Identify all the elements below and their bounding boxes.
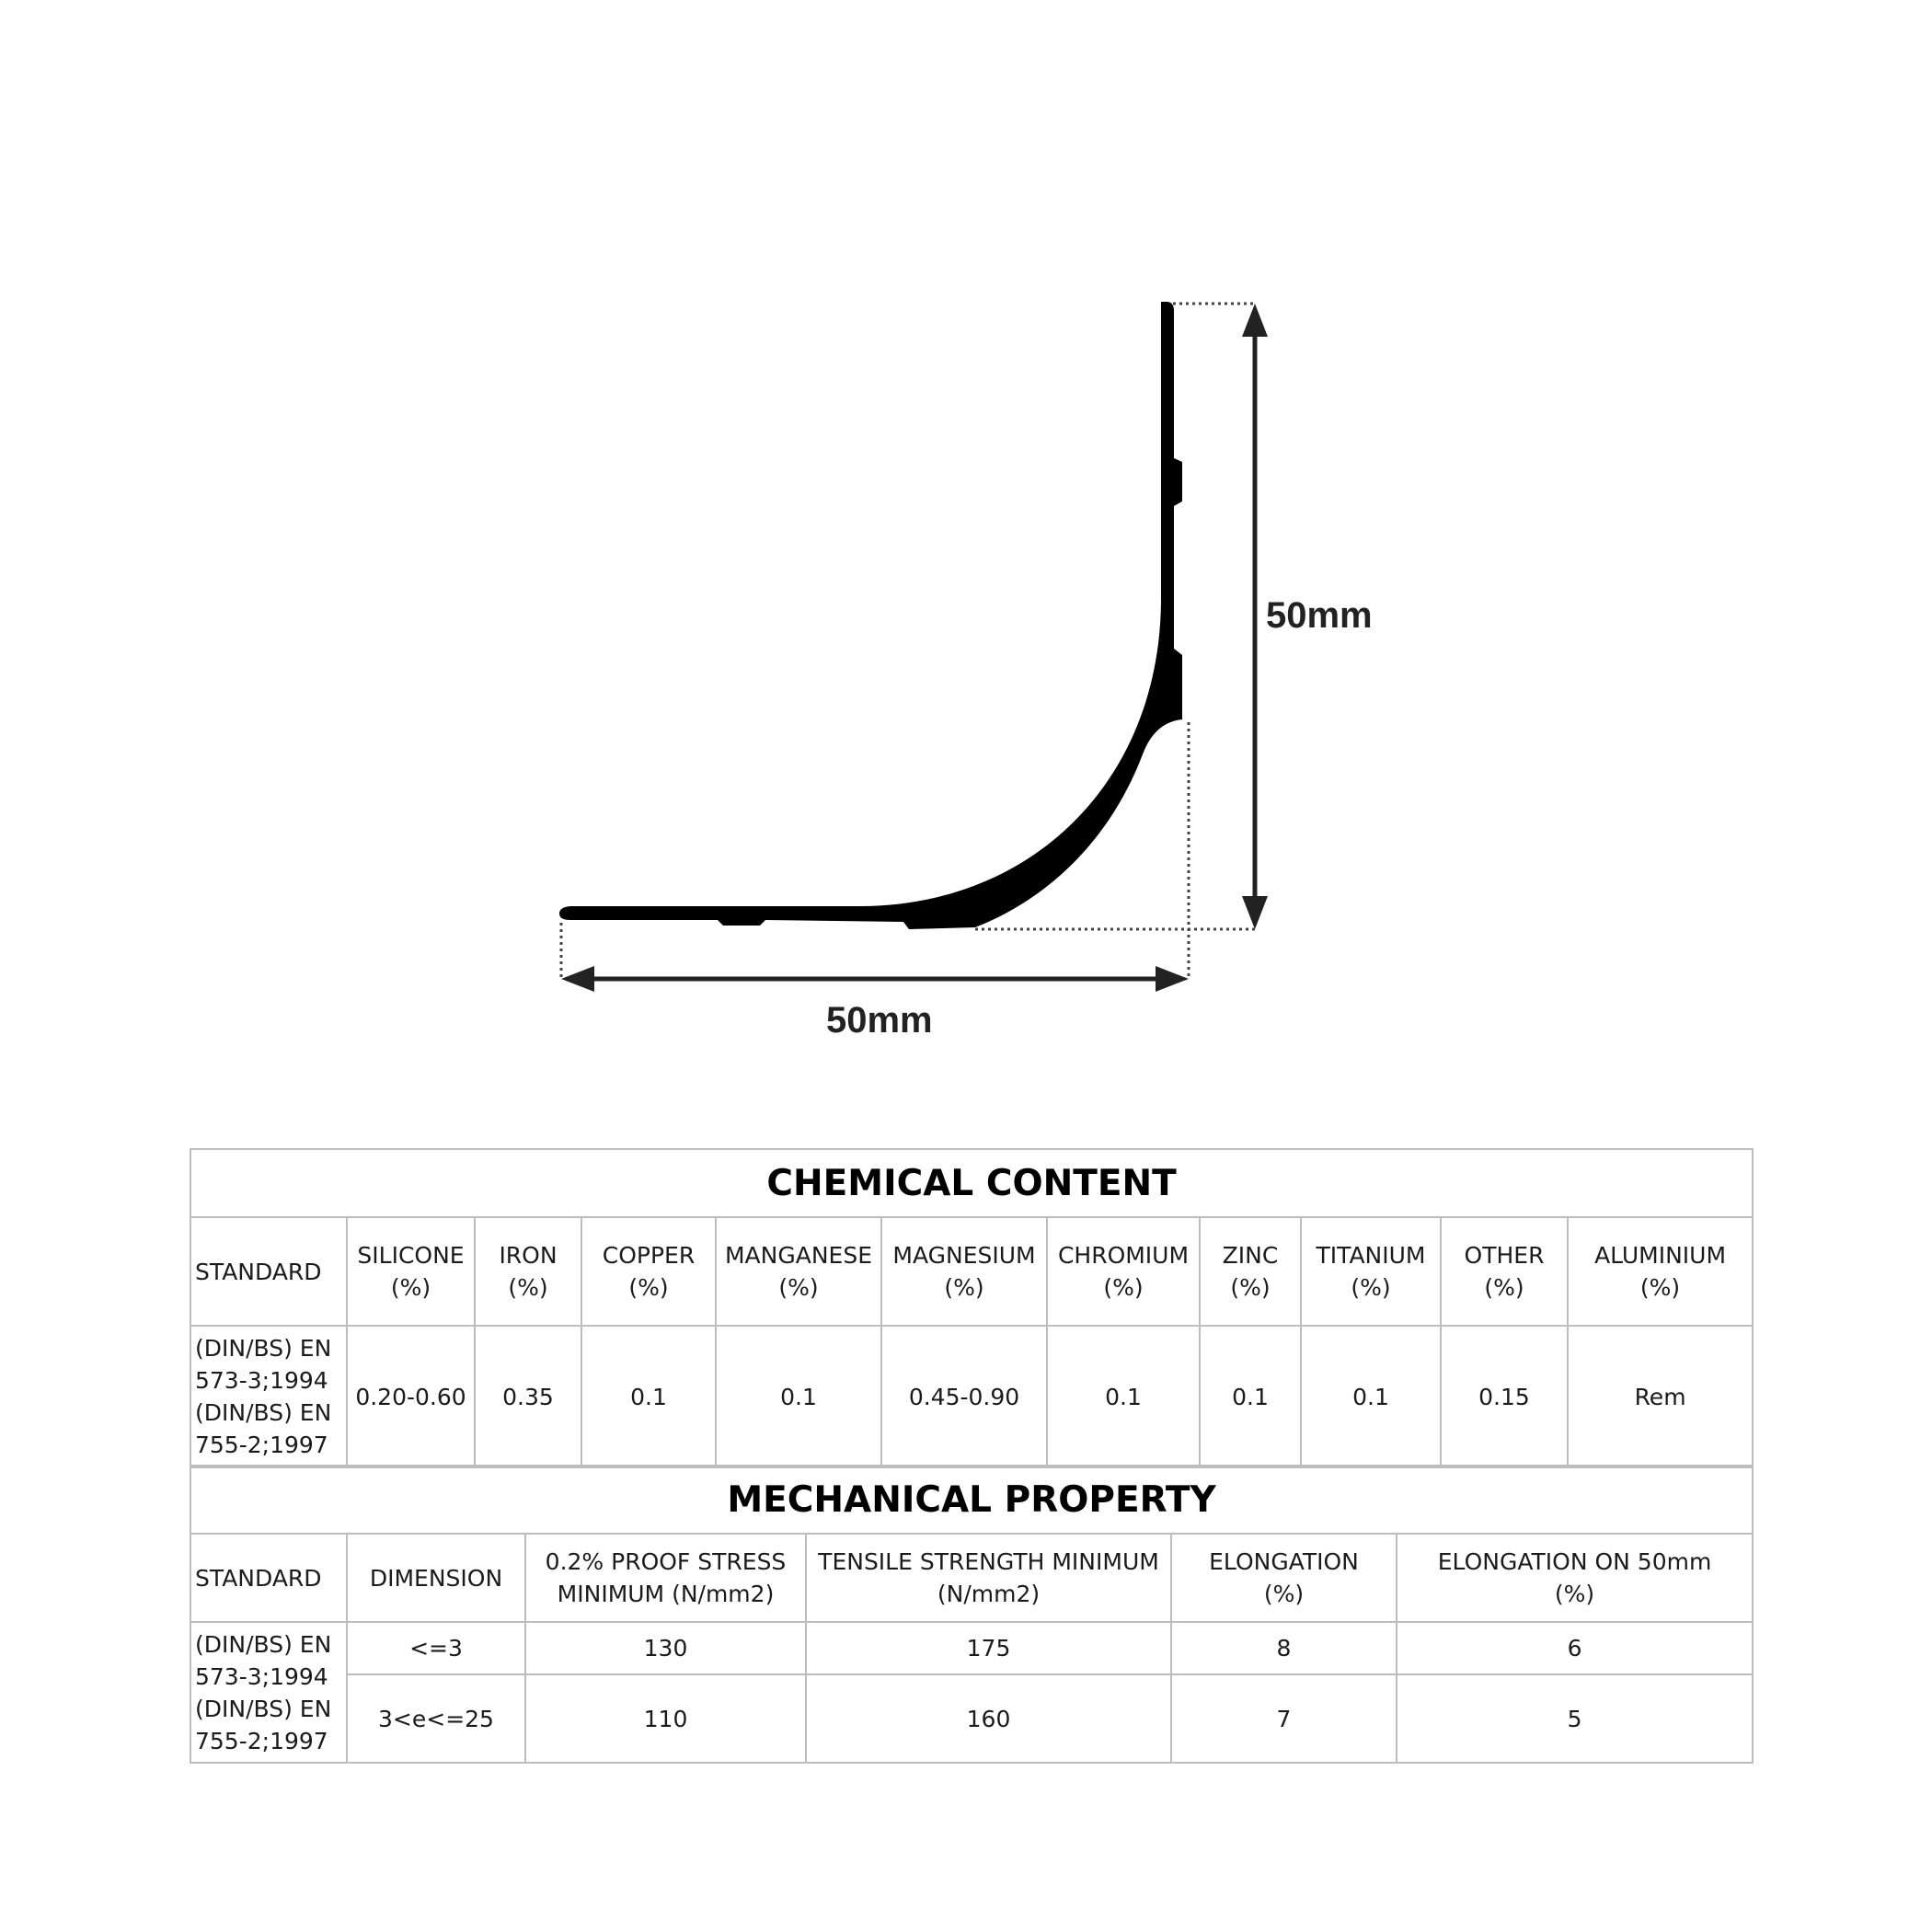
iron-value: 0.35 <box>475 1326 581 1467</box>
copper-value: 0.1 <box>581 1326 716 1467</box>
header-other: OTHER (%) <box>1441 1217 1568 1326</box>
proof-stress-value: 110 <box>525 1674 806 1763</box>
aluminium-value: Rem <box>1568 1326 1753 1467</box>
extension-lines <box>561 304 1256 977</box>
dimension-value: <=3 <box>347 1622 525 1674</box>
header-elongation-50mm: ELONGATION ON 50mm (%) <box>1397 1534 1753 1622</box>
standard-cell: (DIN/BS) EN 573-3;1994 (DIN/BS) EN 755-2;1997 <box>190 1326 347 1467</box>
header-silicone: SILICONE (%) <box>347 1217 475 1326</box>
elongation-50mm-value: 6 <box>1397 1622 1753 1674</box>
header-tensile-strength: TENSILE STRENGTH MINIMUM (N/mm2) <box>806 1534 1171 1622</box>
header-standard: STANDARD <box>190 1534 347 1622</box>
header-proof-stress: 0.2% PROOF STRESS MINIMUM (N/mm2) <box>525 1534 806 1622</box>
height-dimension-arrow <box>1242 304 1268 929</box>
header-dimension: DIMENSION <box>347 1534 525 1622</box>
tensile-strength-value: 160 <box>806 1674 1171 1763</box>
header-copper: COPPER (%) <box>581 1217 716 1326</box>
proof-stress-value: 130 <box>525 1622 806 1674</box>
dimension-value: 3<e<=25 <box>347 1674 525 1763</box>
height-label: 50mm <box>1266 595 1373 636</box>
profile-shape <box>559 302 1182 929</box>
elongation-50mm-value: 5 <box>1397 1674 1753 1763</box>
header-standard: STANDARD <box>190 1217 347 1326</box>
mechanical-property-table <box>190 1465 1754 1764</box>
chemical-content-table <box>190 1148 1754 1468</box>
silicone-value: 0.20-0.60 <box>347 1326 475 1467</box>
chemical-data-row <box>190 1326 1753 1467</box>
chemical-header-row <box>190 1217 1753 1326</box>
magnesium-value: 0.45-0.90 <box>881 1326 1047 1467</box>
header-iron: IRON (%) <box>475 1217 581 1326</box>
header-manganese: MANGANESE (%) <box>716 1217 881 1326</box>
zinc-value: 0.1 <box>1200 1326 1301 1467</box>
mechanical-data-row <box>190 1674 1753 1763</box>
header-zinc: ZINC (%) <box>1200 1217 1301 1326</box>
width-dimension-arrow <box>561 966 1189 992</box>
elongation-value: 8 <box>1171 1622 1397 1674</box>
standard-cell: (DIN/BS) EN 573-3;1994 (DIN/BS) EN 755-2;1997 <box>190 1622 347 1763</box>
chromium-value: 0.1 <box>1047 1326 1200 1467</box>
tensile-strength-value: 175 <box>806 1622 1171 1674</box>
mechanical-data-row <box>190 1622 1753 1674</box>
elongation-value: 7 <box>1171 1674 1397 1763</box>
header-chromium: CHROMIUM (%) <box>1047 1217 1200 1326</box>
mechanical-property-title: MECHANICAL PROPERTY <box>190 1466 1753 1534</box>
header-aluminium: ALUMINIUM (%) <box>1568 1217 1753 1326</box>
header-elongation: ELONGATION (%) <box>1171 1534 1397 1622</box>
width-label: 50mm <box>826 1000 933 1041</box>
manganese-value: 0.1 <box>716 1326 881 1467</box>
other-value: 0.15 <box>1441 1326 1568 1467</box>
header-titanium: TITANIUM (%) <box>1301 1217 1441 1326</box>
chemical-content-title: CHEMICAL CONTENT <box>190 1149 1753 1217</box>
mechanical-header-row <box>190 1534 1753 1622</box>
header-magnesium: MAGNESIUM (%) <box>881 1217 1047 1326</box>
titanium-value: 0.1 <box>1301 1326 1441 1467</box>
